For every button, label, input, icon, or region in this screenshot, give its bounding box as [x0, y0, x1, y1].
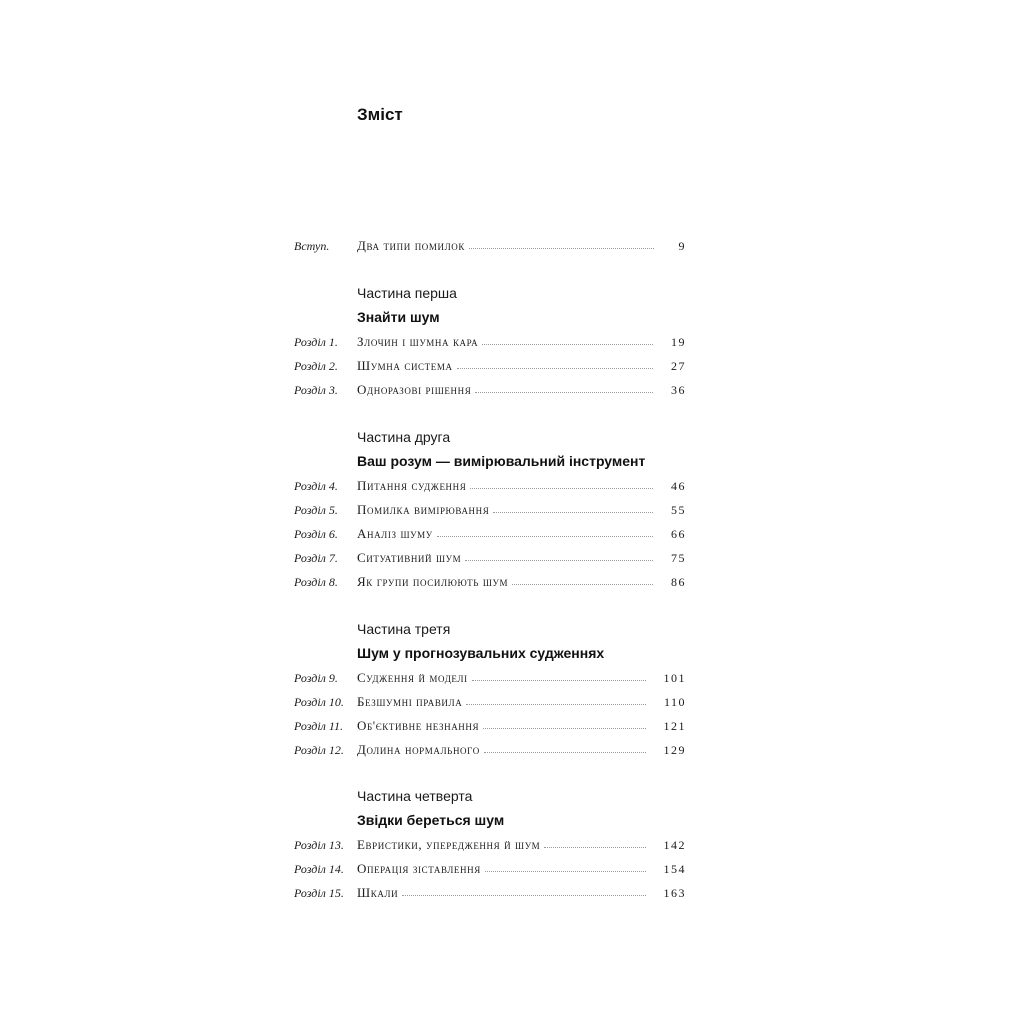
entry-page-number: 75: [671, 551, 686, 565]
entry-title: Ситуативний шум: [357, 550, 462, 565]
entry-label: Розділ 3.: [294, 383, 338, 397]
entry-label: Розділ 10.: [294, 695, 344, 709]
entry-title: Евристики, упередження й шум: [357, 837, 541, 852]
entry-page-number: 66: [671, 527, 686, 541]
entry-title: Об'єктивне незнання: [357, 718, 480, 733]
toc-entry: [294, 500, 686, 520]
part-title: Звідки береться шум: [357, 812, 505, 828]
dot-leader: [544, 846, 645, 848]
toc-entry: [294, 668, 686, 688]
entry-title: Долина нормального: [357, 742, 480, 757]
entry-title: Як групи посилюють шум: [357, 574, 509, 589]
entry-title: Помилка вимірювання: [357, 502, 490, 517]
dot-leader: [466, 703, 646, 705]
dot-leader: [465, 559, 653, 561]
entry-page-number: 19: [671, 335, 686, 349]
part-label: Частина четверта: [357, 788, 473, 804]
toc-entry: [294, 692, 686, 712]
entry-page-number: 55: [671, 503, 686, 517]
part-title: Ваш розум — вимірювальний інструмент: [357, 453, 646, 469]
toc-entry: [294, 835, 686, 855]
entry-page-number: 46: [671, 479, 686, 493]
entry-label: Розділ 11.: [294, 719, 344, 733]
entry-label: Розділ 5.: [294, 503, 338, 517]
toc-entry-intro: [294, 236, 686, 256]
entry-title: Два типи помилок: [357, 238, 466, 253]
entry-title: Шкали: [357, 885, 399, 900]
part-title: Шум у прогнозувальних судженнях: [357, 645, 605, 661]
entry-label: Розділ 7.: [294, 551, 338, 565]
entry-page-number: 36: [671, 383, 686, 397]
entry-title: Одноразові рішення: [357, 382, 472, 397]
entry-title: Аналіз шуму: [357, 526, 433, 541]
toc-entry: [294, 548, 686, 568]
part-label: Частина друга: [357, 429, 451, 445]
entry-page-number: 163: [663, 886, 686, 900]
entry-label: Розділ 12.: [294, 743, 344, 757]
dot-leader: [469, 247, 654, 249]
page-title: Зміст: [357, 105, 403, 124]
toc-entry: [294, 356, 686, 376]
entry-label: Розділ 6.: [294, 527, 338, 541]
entry-page-number: 86: [671, 575, 686, 589]
toc-entry: [294, 883, 686, 903]
entry-page-number: 129: [663, 743, 686, 757]
entry-page-number: 110: [663, 695, 686, 709]
entry-page-number: 142: [663, 838, 686, 852]
dot-leader: [493, 511, 653, 513]
entry-title: Операція зіставлення: [357, 861, 481, 876]
entry-label: Розділ 2.: [294, 359, 338, 373]
entry-label: Розділ 13.: [294, 838, 344, 852]
dot-leader: [470, 487, 653, 489]
toc-entry: [294, 476, 686, 496]
entry-title: Шумна система: [357, 358, 453, 373]
toc-entry: [294, 524, 686, 544]
dot-leader: [483, 727, 645, 729]
entry-page-number: 101: [663, 671, 686, 685]
part-title: Знайти шум: [357, 309, 440, 325]
entry-page-number: 154: [663, 862, 686, 876]
part-label: Частина третя: [357, 621, 451, 637]
entry-label: Розділ 1.: [294, 335, 338, 349]
entry-title: Безшумні правила: [357, 694, 463, 709]
entry-title: Судження й моделі: [357, 670, 468, 685]
entry-label: Розділ 8.: [294, 575, 338, 589]
entry-title: Злочин і шумна кара: [357, 334, 479, 349]
entry-label: Розділ 15.: [294, 886, 344, 900]
toc-entry: [294, 716, 686, 736]
dot-leader: [484, 751, 646, 753]
toc-entry: [294, 380, 686, 400]
toc-entry: [294, 740, 686, 760]
entry-title: Питання судження: [357, 478, 467, 493]
entry-label: Розділ 14.: [294, 862, 344, 876]
dot-leader: [437, 535, 653, 537]
dot-leader: [485, 870, 646, 872]
toc-entry: [294, 332, 686, 352]
entry-label: Розділ 4.: [294, 479, 338, 493]
dot-leader: [402, 894, 645, 896]
entry-label: Вступ.: [294, 239, 330, 253]
toc-entry: [294, 859, 686, 879]
entry-label: Розділ 9.: [294, 671, 338, 685]
dot-leader: [482, 343, 653, 345]
toc-entry: [294, 572, 686, 592]
entry-page-number: 121: [663, 719, 686, 733]
dot-leader: [512, 583, 653, 585]
dot-leader: [475, 391, 653, 393]
entry-page-number: 27: [671, 359, 686, 373]
dot-leader: [472, 679, 646, 681]
dot-leader: [457, 367, 653, 369]
part-label: Частина перша: [357, 285, 457, 301]
entry-page-number: 9: [678, 239, 686, 253]
